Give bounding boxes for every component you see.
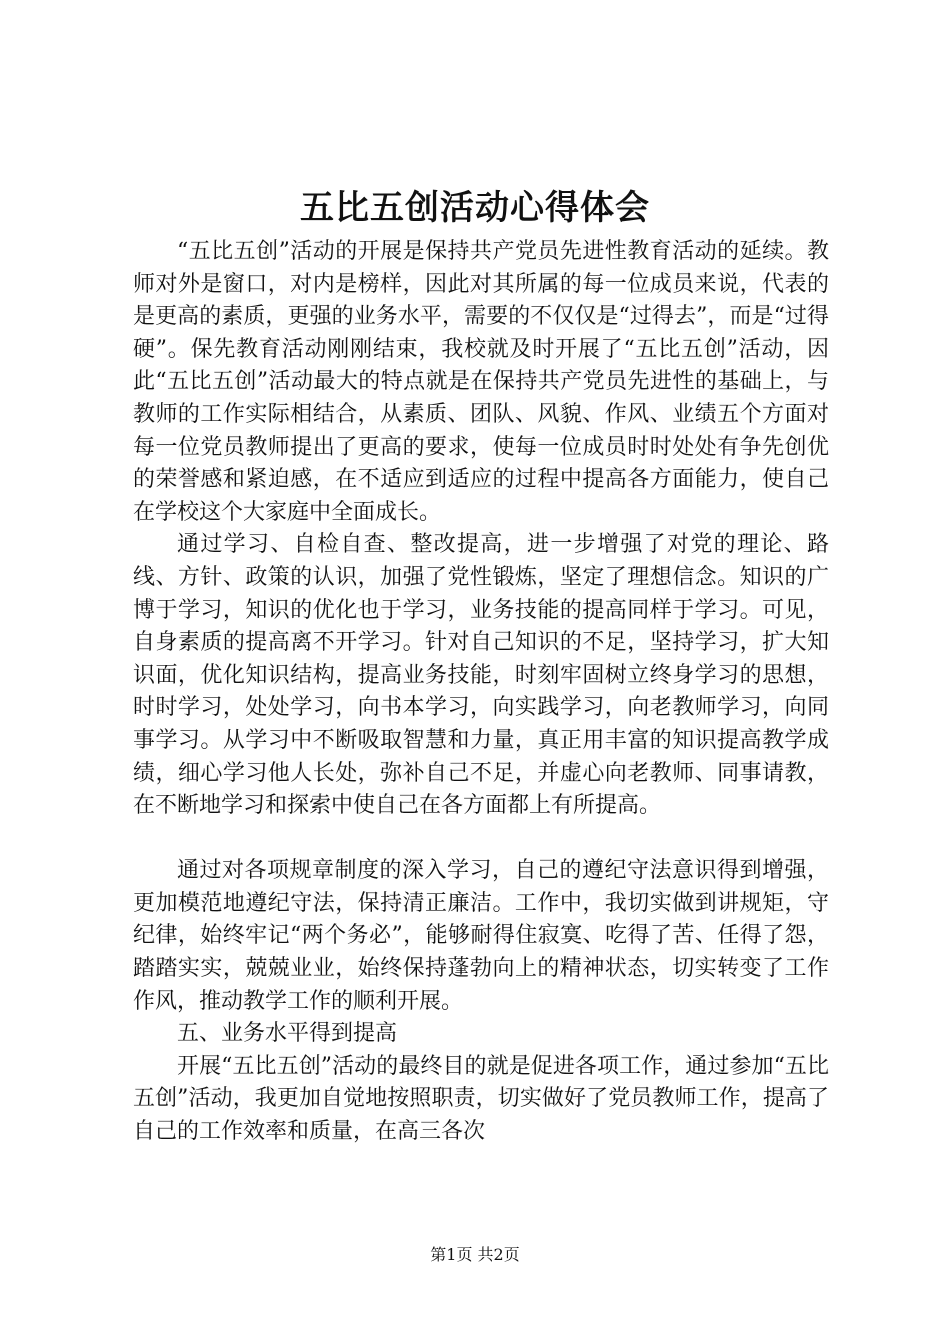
paragraph-study: 通过学习、自检自查、整改提高，进一步增强了对党的理论、路线、方针、政策的认识，加强了党性锻炼，坚定了理想信念。知识的广博于学习，知识的优化也于学习，业务技能的提高同样于学习。可见，自身素质的提高离不开学习。针对自己知识的不足，坚持学习，扩大知识面，优化知识结构，提高业务技能，时刻牢固树立终身学习的思想，时时学习，处处学习，向书本学习，向实践学习，向老教师学习，向同事学习。从学习中不断吸取智慧和力量，真正用丰富的知识提高教学成绩，细心学习他人长处，弥补自己不足，并虚心向老教师、同事请教，在不断地学习和探索中使自己在各方面都上有所提高。	[133, 532, 829, 819]
paragraph-discipline: 通过对各项规章制度的深入学习，自己的遵纪守法意识得到增强，更加模范地遵纪守法，保持清正廉洁。工作中，我切实做到讲规矩，守纪律，始终牢记“两个务必”，能够耐得住寂寞、吃得了苦、任得了怨，踏踏实实，兢兢业业，始终保持蓬勃向上的精神状态，切实转变了工作作风，推动教学工作的顺利开展。	[133, 858, 829, 1014]
document-title: 五比五创活动心得体会	[300, 188, 650, 228]
section-heading: 五、业务水平得到提高	[177, 1021, 398, 1047]
paragraph-spacer	[133, 823, 829, 856]
document-body	[133, 236, 829, 1149]
paragraph-business: 开展“五比五创”活动的最终目的就是促进各项工作，通过参加“五比五创”活动，我更加自觉地按照职责，切实做好了党员教师工作，提高了自己的工作效率和质量，在高三各次	[133, 1053, 829, 1145]
page-footer: 第1页 共2页	[430, 1245, 520, 1264]
paragraph-intro: “五比五创”活动的开展是保持共产党员先进性教育活动的延续。教师对外是窗口，对内是榜样，因此对其所属的每一位成员来说，代表的是更高的素质，更强的业务水平，需要的不仅仅是“过得去”，而是“过得硬”。保先教育活动刚刚结束，我校就及时开展了“五比五创”活动，因此“五比五创”活动最大的特点就是在保持共产党员先进性的基础上，与教师的工作实际相结合，从素质、团队、风貌、作风、业绩五个方面对每一位党员教师提出了更高的要求，使每一位成员时时处处有争先创优的荣誉感和紧迫感，在不适应到适应的过程中提高各方面能力，使自己在学校这个大家庭中全面成长。	[133, 239, 829, 525]
